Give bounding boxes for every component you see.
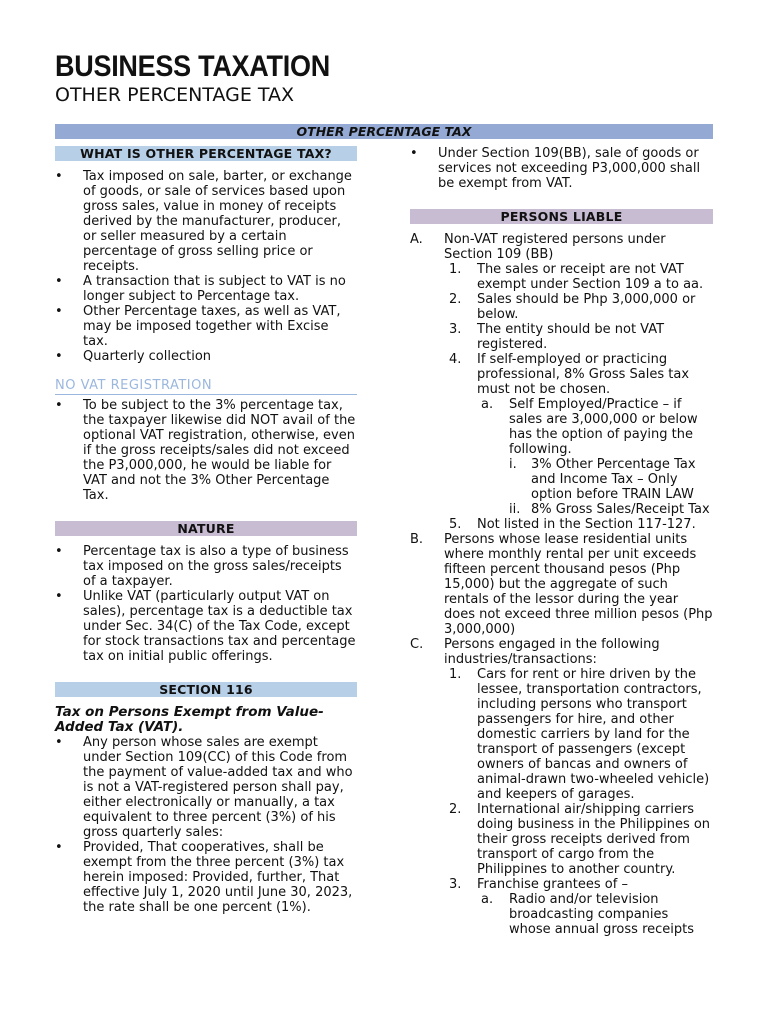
list-item [444,322,713,352]
list-marker: 1. [449,667,462,682]
exemption-list [410,146,713,191]
list-item: • Under Section 109(BB), sale of goods or services not exceeding P3,000,000 shall be exempt from VAT. [410,146,713,191]
list-item-text: Cars for rent or hire driven by the lessee, transportation contractors, including persons who transport passengers for hire, and other domestic carriers by land for the transport of passengers (except owners of bancas and owners of animal-drawn two-wheeled vehicle) and keepers of garages. [477,667,710,802]
list-item [444,877,713,937]
section-116-list [55,735,357,915]
list-item [410,232,713,532]
list-item [410,637,713,937]
section-116-heading: SECTION 116 [55,682,357,697]
list-item-text: 8% Gross Sales/Receipt Tax [531,502,710,517]
list-item: • Unlike VAT (particularly output VAT on sales), percentage tax is a deductible tax under Sec. 34(C) of the Tax Code, except for stock transactions tax and percentage tax on initial public offerings. [55,589,357,664]
list-item [444,262,713,292]
list-item [477,397,713,517]
list-marker: 3. [449,322,462,337]
list-item: • To be subject to the 3% percentage tax, the taxpayer likewise did NOT avail of the optional VAT registration, otherwise, even if the gross receipts/sales did not exceed the P3,000,000, he would be liable for VAT and not the 3% Other Percentage Tax. [55,398,357,503]
list-marker: 5. [449,517,462,532]
sub-list [444,667,713,937]
list-marker: 3. [449,877,462,892]
list-item-text: Self Employed/Practice – if sales are 3,000,000 or below has the option of paying the following. [509,397,698,457]
list-marker: ii. [509,502,521,517]
list-item [509,502,713,517]
sub-list [444,262,713,532]
persons-liable-heading: PERSONS LIABLE [410,209,713,224]
list-item [444,667,713,802]
list-item-text: If self-employed or practicing professional, 8% Gross Sales tax must not be chosen. [477,352,690,397]
list-item [410,532,713,637]
list-marker: 2. [449,802,462,817]
list-item [444,352,713,517]
list-item-text: 3% Other Percentage Tax and Income Tax – Only option before TRAIN LAW [531,457,696,502]
persons-liable-list [410,232,713,937]
list-item: • Quarterly collection [55,349,357,364]
sub-list [477,397,713,517]
list-marker: A. [410,232,423,247]
right-column [410,146,713,937]
list-item-text: Persons engaged in the following industries/transactions: [444,637,660,667]
list-marker: 1. [449,262,462,277]
list-item [444,517,713,532]
sub-list [477,892,713,937]
list-item: • Percentage tax is also a type of business tax imposed on the gross sales/receipts of a taxpayer. [55,544,357,589]
list-item: • Provided, That cooperatives, shall be exempt from the three percent (3%) tax herein imposed: Provided, further, That effective July 1, 2020 until June 30, 2023, the rate shall be one percent (1%). [55,840,357,915]
nature-list [55,544,357,664]
list-item: • Other Percentage taxes, as well as VAT, may be imposed together with Excise tax. [55,304,357,349]
list-marker: 2. [449,292,462,307]
list-item-text: International air/shipping carriers doing business in the Philippines on their gross receipts derived from transport of cargo from the Philippines to another country. [477,802,711,877]
list-marker: C. [410,637,424,652]
section-banner: OTHER PERCENTAGE TAX [55,124,713,139]
list-item [444,292,713,322]
left-column [55,146,357,915]
list-item: • Tax imposed on sale, barter, or exchange of goods, or sale of services based upon gross sales, value in money of receipts derived by the manufacturer, producer, or seller measured by a certain percentage of gross selling price or receipts. [55,169,357,274]
list-marker: B. [410,532,424,547]
page-subtitle: OTHER PERCENTAGE TAX [55,84,295,106]
sub-list [509,457,713,517]
what-is-heading: WHAT IS OTHER PERCENTAGE TAX? [55,146,357,161]
list-marker: a. [481,397,494,412]
list-item-text: Sales should be Php 3,000,000 or below. [477,292,696,322]
list-item: • A transaction that is subject to VAT is no longer subject to Percentage tax. [55,274,357,304]
list-marker: 4. [449,352,462,367]
list-item-text: Non-VAT registered persons under Section 109 (BB) [444,232,666,262]
list-item: • Any person whose sales are exempt under Section 109(CC) of this Code from the payment of value-added tax and who is not a VAT-registered person shall pay, either electronically or manually, a tax equivalent to three percent (3%) of his gross quarterly sales: [55,735,357,840]
no-vat-heading: NO VAT REGISTRATION [55,378,357,395]
list-item [444,802,713,877]
section-116-subheading: Tax on Persons Exempt from Value-Added Tax (VAT). [55,704,324,735]
list-marker: i. [509,457,517,472]
list-item [509,457,713,502]
list-item-text: Franchise grantees of – [477,877,628,892]
list-item-text: Persons whose lease residential units where monthly rental per unit exceeds fifteen percent thousand pesos (Php 15,000) but the aggregate of such rentals of the lessor during the year does not exceed three million pesos (Php 3,000,000) [444,532,713,637]
what-is-list [55,169,357,364]
no-vat-list [55,398,357,503]
list-item-text: The entity should be not VAT registered. [477,322,665,352]
nature-heading: NATURE [55,521,357,536]
list-item-text: Not listed in the Section 117-127. [477,517,696,532]
list-marker: a. [481,892,494,907]
list-item-text: Radio and/or television broadcasting companies whose annual gross receipts [509,892,695,937]
list-item [477,892,713,937]
list-item-text: The sales or receipt are not VAT exempt under Section 109 a to aa. [477,262,704,292]
page-title: BUSINESS TAXATION [55,50,330,83]
